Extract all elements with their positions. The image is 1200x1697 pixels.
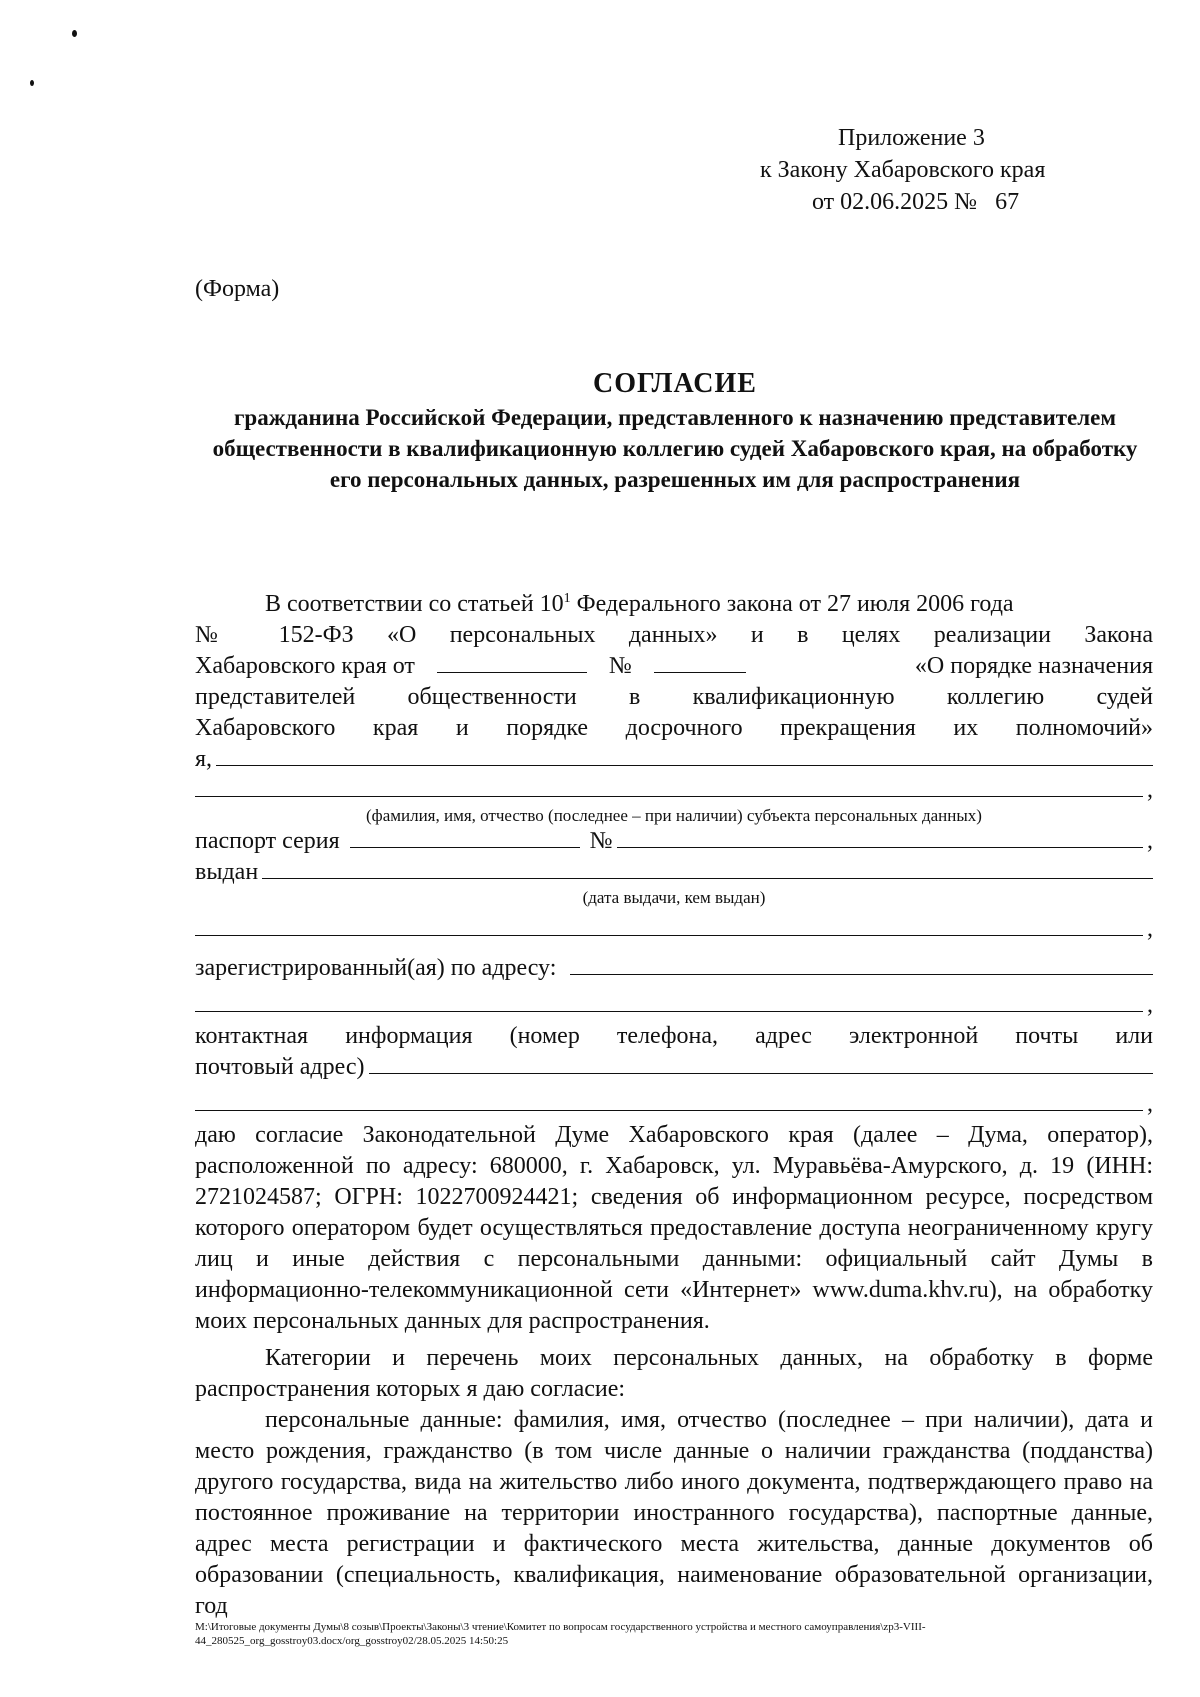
fio-field[interactable] — [216, 745, 1153, 766]
categories-paragraph: Категории и перечень моих персональных данных, на обработку в форме распространения которых я даю согласие: — [195, 1345, 1153, 1402]
issued-line: выдан — [195, 857, 1153, 888]
address-line-2: , — [195, 990, 1153, 1021]
passport-number-field[interactable] — [617, 827, 1143, 848]
passport-line: паспорт серия № , — [195, 828, 1153, 854]
contact-line-3: , — [195, 1089, 1153, 1120]
law-number: 67 — [995, 189, 1020, 215]
fio-caption: (фамилия, имя, отчество (последнее – при наличии) субъекта персональных данных) — [366, 806, 982, 825]
issued-field-continued[interactable] — [195, 915, 1143, 936]
intro-line: В соответствии со статьей $10^1$ Федерального закона от 27 июля 2006 года — [265, 591, 1014, 617]
intro-line: Хабаровского края от № «О порядке назначения — [195, 653, 1153, 679]
address-field-continued[interactable] — [195, 991, 1143, 1012]
document-title: СОГЛАСИЕ — [593, 368, 757, 399]
document-subtitle: гражданина Российской Федерации, представленного к назначению представителем общественности в квалификационную коллегию судей Хабаровского края, на обработку его персональных данных, разрешенных им для распространения — [212, 405, 1138, 492]
address-field[interactable] — [570, 954, 1153, 975]
annex-line-3: от 02.06.2025 № 67 — [812, 189, 1020, 215]
issued-field[interactable] — [262, 858, 1153, 879]
fio-line-1: я, — [195, 744, 1153, 775]
scan-speck — [30, 80, 34, 86]
file-path-footer: M:\Итоговые документы Думы\8 созыв\Проекты\Законы\3 чтение\Комитет по вопросам государственного устройства и местного самоуправления\zp3-VIII-44_280525_org_gosstroy03.docx/org_gosstroy02/28.05.2025 14:50:25 — [195, 1621, 926, 1647]
contact-line-2: почтовый адрес) — [195, 1052, 1153, 1083]
scan-speck — [72, 30, 77, 37]
intro-line: представителей общественности в квалификационную коллегию судей — [195, 684, 1153, 710]
fio-line-2: , — [195, 775, 1153, 806]
annex-line-2: к Закону Хабаровского края — [760, 157, 1046, 183]
consent-paragraph: даю согласие Законодательной Думе Хабаровского края (далее – Дума, оператор), расположенной по адресу: 680000, г. Хабаровск, ул. Муравьёва-Амурского, д. 19 (ИНН: 2721024587; ОГРН: 1022700924421; сведения об информационном ресурсе, посредством которого оператором будет осуществляться предоставление доступа неограниченному кругу лиц и иные действия с персональными данными: официальный сайт Думы в информационно-телекоммуникационной сети «Интернет» www.duma.khv.ru), на обработку моих персональных данных для распространения. — [195, 1122, 1153, 1334]
address-line: зарегистрированный(ая) по адресу: — [195, 953, 1153, 984]
annex-header — [760, 122, 1045, 218]
intro-block — [195, 583, 1153, 1622]
contact-field[interactable] — [369, 1053, 1153, 1074]
intro-line: Хабаровского края и порядке досрочного прекращения их полномочий» — [195, 715, 1153, 741]
annex-line-1: Приложение 3 — [838, 125, 985, 151]
form-label: (Форма) — [195, 276, 280, 302]
passport-series-field[interactable] — [350, 827, 580, 848]
law-date-blank[interactable] — [437, 652, 587, 673]
law-number-blank[interactable] — [654, 652, 746, 673]
contact-field-continued[interactable] — [195, 1090, 1143, 1111]
personal-data-paragraph: персональные данные: фамилия, имя, отчество (последнее – при наличии), дата и место рождения, гражданство (в том числе данные о наличии гражданства (подданства) другого государства, вида на жительство либо иного документа, подтверждающего право на постоянное проживание на территории иностранного государства), паспортные данные, адрес места регистрации и фактического места жительства, данные документов об образовании (специальность, квалификация, наименование образовательной организации, год — [195, 1407, 1153, 1619]
issued-line-2: , — [195, 914, 1153, 945]
contact-line-1: контактная информация (номер телефона, адрес электронной почты или — [195, 1023, 1153, 1049]
issued-caption: (дата выдачи, кем выдан) — [582, 888, 766, 907]
fio-field-continued[interactable] — [195, 776, 1143, 797]
intro-line: № 152-ФЗ «О персональных данных» и в целях реализации Закона — [195, 622, 1153, 648]
